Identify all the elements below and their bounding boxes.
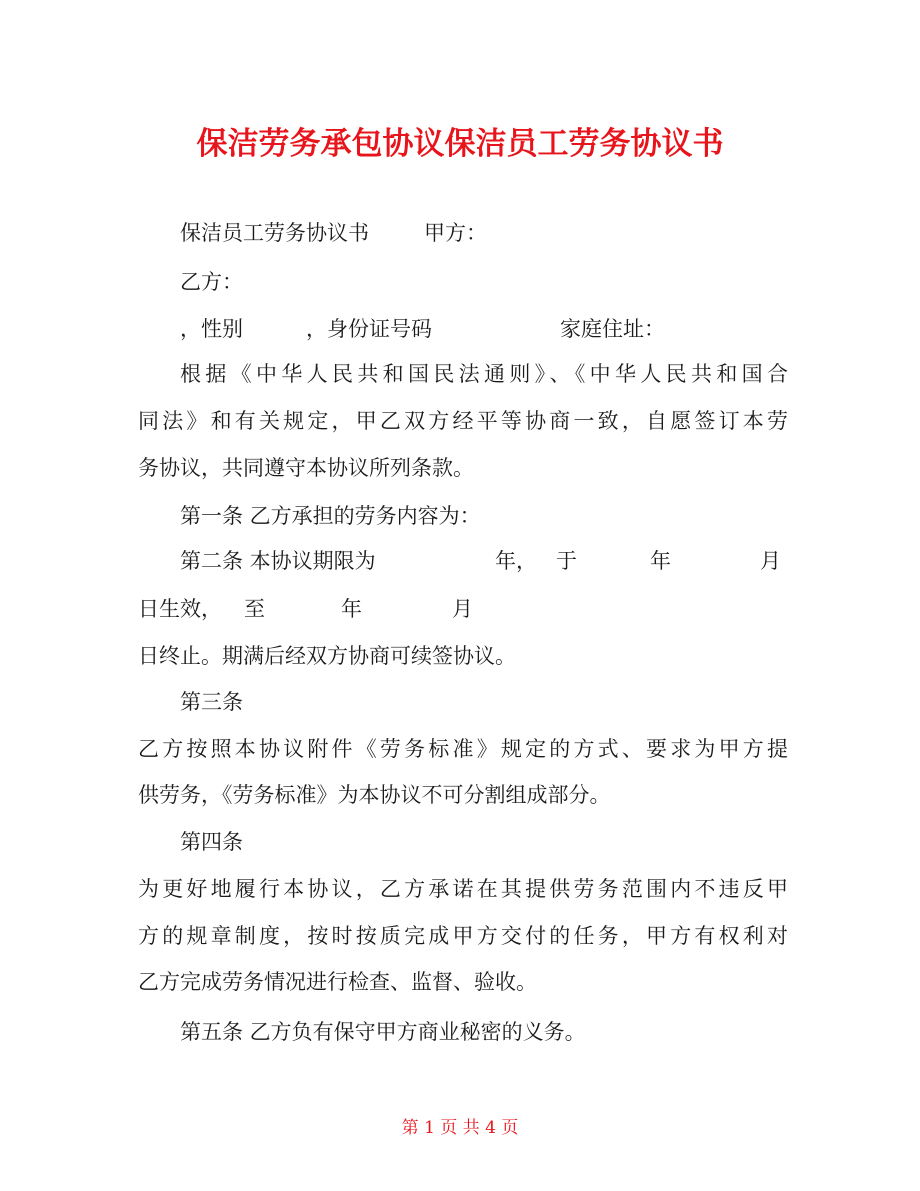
start-month: 月 [760,549,781,573]
end-year: 年 [341,597,362,621]
article-2-line [180,545,788,577]
article-5: 第五条 乙方负有保守甲方商业秘密的义务。 [180,1020,586,1044]
preamble-line: 务协议，共同遵守本协议所列条款。 [138,456,474,480]
article-3-line: 供劳务，《劳务标准》为本协议不可分割组成部分。 [138,783,611,807]
article-4-line: 为更好地履行本协议，乙方承诺在其提供劳务范围内不违反甲 [138,877,788,901]
article-4-line: 乙方完成劳务情况进行检查、监督、验收。 [138,970,537,994]
end-until: 至 [244,597,265,621]
personal-info-line [180,313,788,345]
article-2-line [138,593,788,625]
page-footer: 第 1 页 共 4 页 [401,1118,519,1138]
start-day: 日生效， [138,597,222,621]
header-line [180,217,788,249]
article-1: 第一条 乙方承担的劳务内容为： [180,504,481,528]
party-a-label: 甲方： [424,221,487,245]
address-label: 家庭住址： [560,317,665,341]
gender-label: ，性别 [180,317,243,341]
article-4-line: 方的规章制度，按时按质完成甲方交付的任务，甲方有权利对 [138,924,788,948]
document-title: 保洁劳务承包协议保洁员工劳务协议书 [196,126,724,162]
preamble-line: 根据《中华人民共和国民法通则》、《中华人民共和国合 [180,362,788,386]
end-month: 月 [452,597,473,621]
article-4-heading: 第四条 [180,830,243,854]
article-3-heading: 第三条 [180,690,243,714]
term-years: 年， [495,549,537,573]
agreement-label: 保洁员工劳务协议书 [180,221,369,245]
id-number-label: ，身份证号码 [306,317,432,341]
article-3-line: 乙方按照本协议附件《劳务标准》规定的方式、要求为甲方提 [138,737,788,761]
article-2-lead: 第二条 本协议期限为 [180,549,376,573]
party-b-label: 乙方： [180,270,243,294]
start-year: 年 [650,549,671,573]
start-at: 于 [556,549,577,573]
article-2-end: 日终止。期满后经双方协商可续签协议。 [138,644,516,668]
preamble-line: 同法》和有关规定，甲乙双方经平等协商一致，自愿签订本劳 [138,409,788,433]
